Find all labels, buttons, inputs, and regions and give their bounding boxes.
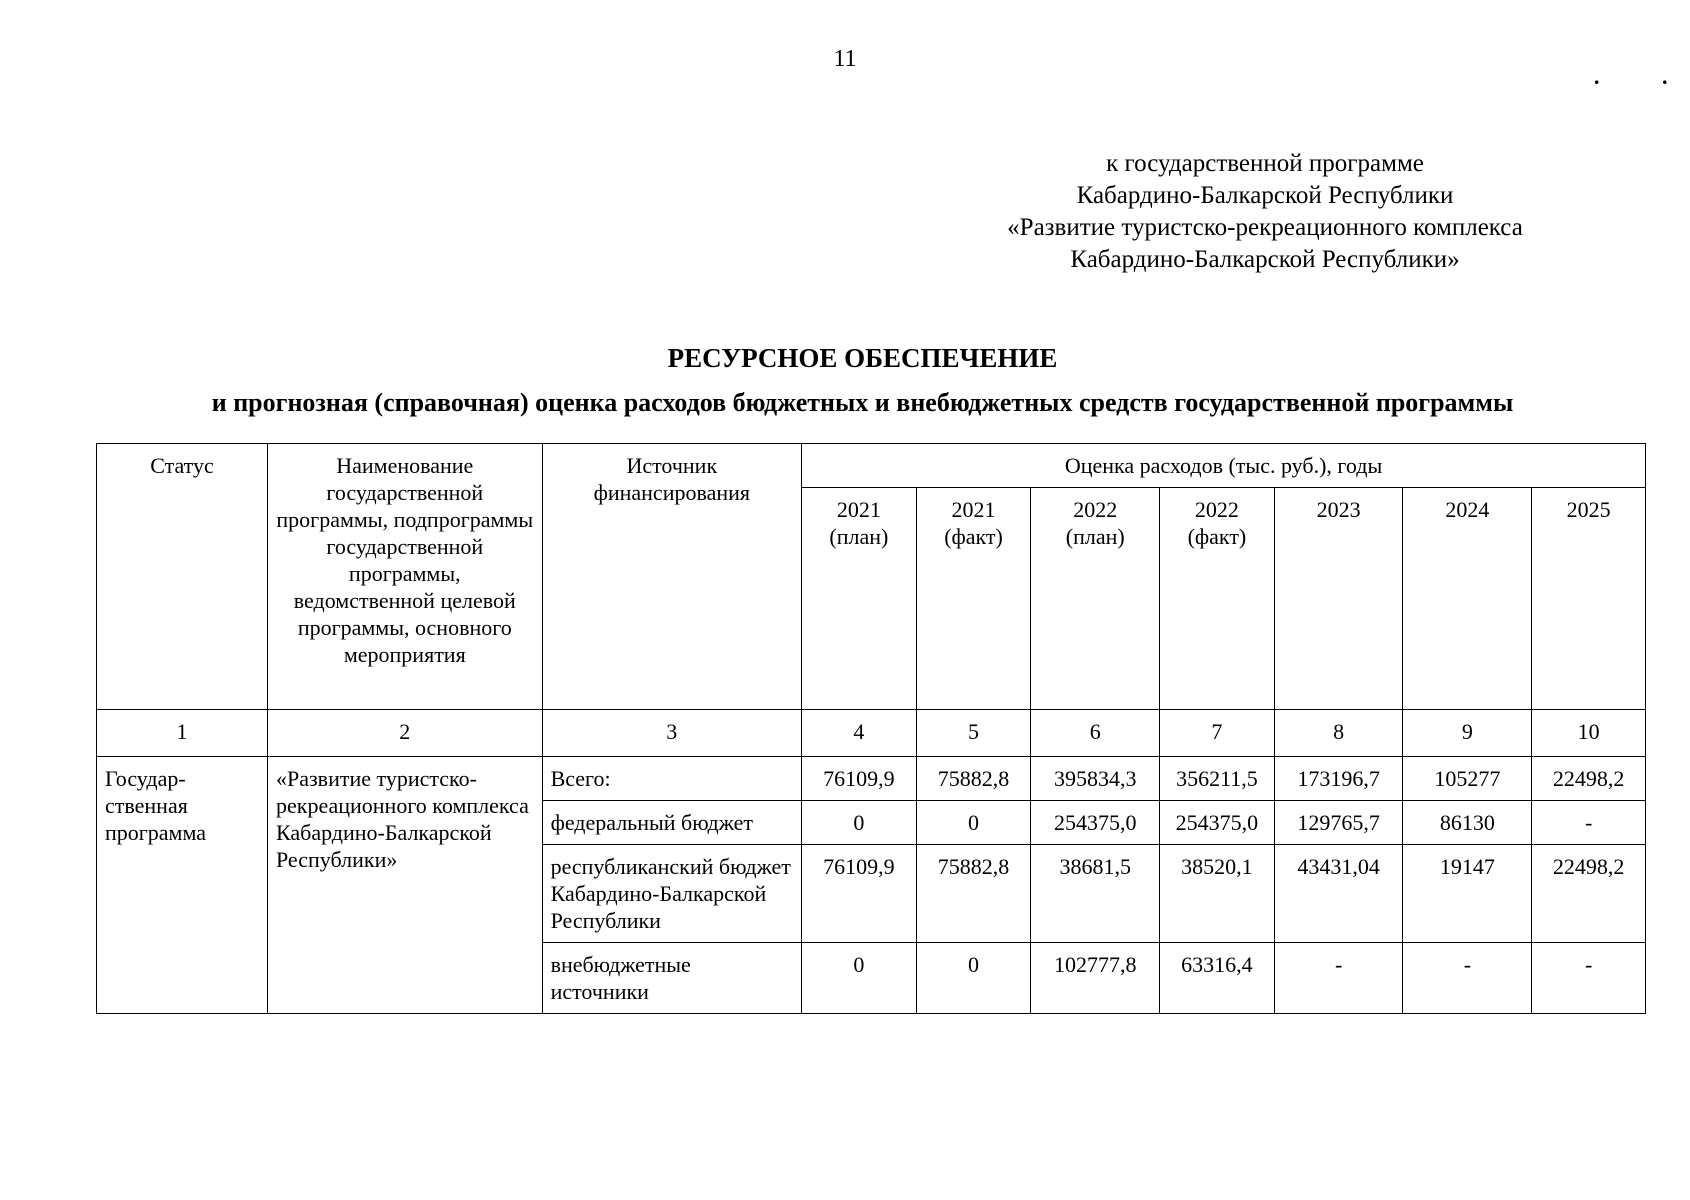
header-year (1532, 488, 1646, 710)
header-program-name: Наименование государственной программы, подпрограммы государственной программы, ведомственной целевой программы, основного мероприятия (267, 444, 542, 710)
value-cell: 22498,2 (1532, 757, 1646, 801)
value-cell: 75882,8 (916, 757, 1031, 801)
value-cell: - (1532, 801, 1646, 845)
column-number: 8 (1274, 710, 1403, 757)
value-cell: 38520,1 (1160, 845, 1275, 943)
year-label: 2021 (836, 497, 881, 522)
value-cell: 86130 (1403, 801, 1532, 845)
value-cell: 22498,2 (1532, 845, 1646, 943)
header-year (1031, 488, 1160, 710)
value-cell: 254375,0 (1031, 801, 1160, 845)
value-cell: 254375,0 (1160, 801, 1275, 845)
value-cell: 102777,8 (1031, 943, 1160, 1014)
value-cell: 75882,8 (916, 845, 1031, 943)
year-label: 2022 (1194, 497, 1239, 522)
value-cell: 0 (802, 801, 917, 845)
year-label: 2023 (1316, 497, 1361, 522)
value-cell: 63316,4 (1160, 943, 1275, 1014)
document-title: РЕСУРСНОЕ ОБЕСПЕЧЕНИЕ (667, 343, 1058, 373)
column-number: 1 (97, 710, 268, 757)
corner-marks (1590, 64, 1680, 89)
year-label: 2025 (1566, 497, 1611, 522)
source-cell: внебюджетные источники (542, 943, 801, 1014)
annex-line: к государственной программе (1106, 150, 1424, 177)
value-cell: 76109,9 (802, 757, 917, 801)
annex-line: «Развитие туристско-рекреационного комплекса (1007, 214, 1523, 241)
year-label: 2021 (951, 497, 996, 522)
column-number-row (97, 710, 1646, 757)
value-cell: 0 (916, 943, 1031, 1014)
value-cell: 0 (802, 943, 917, 1014)
header-year (802, 488, 917, 710)
year-note: (план) (829, 524, 889, 549)
value-cell: 43431,04 (1274, 845, 1403, 943)
corner-mark: . (1662, 64, 1668, 89)
header-year (1403, 488, 1532, 710)
header-row (97, 444, 1646, 488)
header-year (1274, 488, 1403, 710)
header-source: Источник финансирования (542, 444, 801, 710)
value-cell: 19147 (1403, 845, 1532, 943)
annex-line: Кабардино-Балкарской Республики» (1070, 246, 1460, 273)
header-estimate: Оценка расходов (тыс. руб.), годы (802, 444, 1646, 488)
status-cell: Государ-ственная программа (97, 757, 268, 1014)
year-note: (факт) (1187, 524, 1247, 549)
header-year (916, 488, 1031, 710)
column-number: 3 (542, 710, 801, 757)
column-number: 5 (916, 710, 1031, 757)
value-cell: 173196,7 (1274, 757, 1403, 801)
column-number: 6 (1031, 710, 1160, 757)
header-year (1160, 488, 1275, 710)
year-note: (план) (1065, 524, 1125, 549)
year-label: 2022 (1073, 497, 1118, 522)
header-status: Статус (97, 444, 268, 710)
value-cell: 129765,7 (1274, 801, 1403, 845)
source-cell: федеральный бюджет (542, 801, 801, 845)
value-cell: 76109,9 (802, 845, 917, 943)
source-cell: республиканский бюджет Кабардино-Балкарской Республики (542, 845, 801, 943)
value-cell: - (1403, 943, 1532, 1014)
year-label: 2024 (1445, 497, 1490, 522)
source-cell: Всего: (542, 757, 801, 801)
column-number: 4 (802, 710, 917, 757)
annex-reference (965, 148, 1565, 276)
column-number: 10 (1532, 710, 1646, 757)
table-row (97, 757, 1646, 801)
column-number: 7 (1160, 710, 1275, 757)
year-note: (факт) (944, 524, 1003, 549)
page-number: 11 (833, 46, 857, 72)
corner-mark: . (1594, 64, 1600, 89)
value-cell: 356211,5 (1160, 757, 1275, 801)
value-cell: 105277 (1403, 757, 1532, 801)
column-number: 9 (1403, 710, 1532, 757)
value-cell: 0 (916, 801, 1031, 845)
column-number: 2 (267, 710, 542, 757)
resource-table (96, 443, 1646, 1014)
value-cell: 38681,5 (1031, 845, 1160, 943)
value-cell: 395834,3 (1031, 757, 1160, 801)
value-cell: - (1274, 943, 1403, 1014)
document-subtitle: и прогнозная (справочная) оценка расходов бюджетных и внебюджетных средств государственной программы (211, 388, 1514, 417)
value-cell: - (1532, 943, 1646, 1014)
annex-line: Кабардино-Балкарской Республики (1076, 182, 1454, 209)
program-name-cell: «Развитие туристско-рекреационного комплекса Кабардино-Балкарской Республики» (267, 757, 542, 1014)
